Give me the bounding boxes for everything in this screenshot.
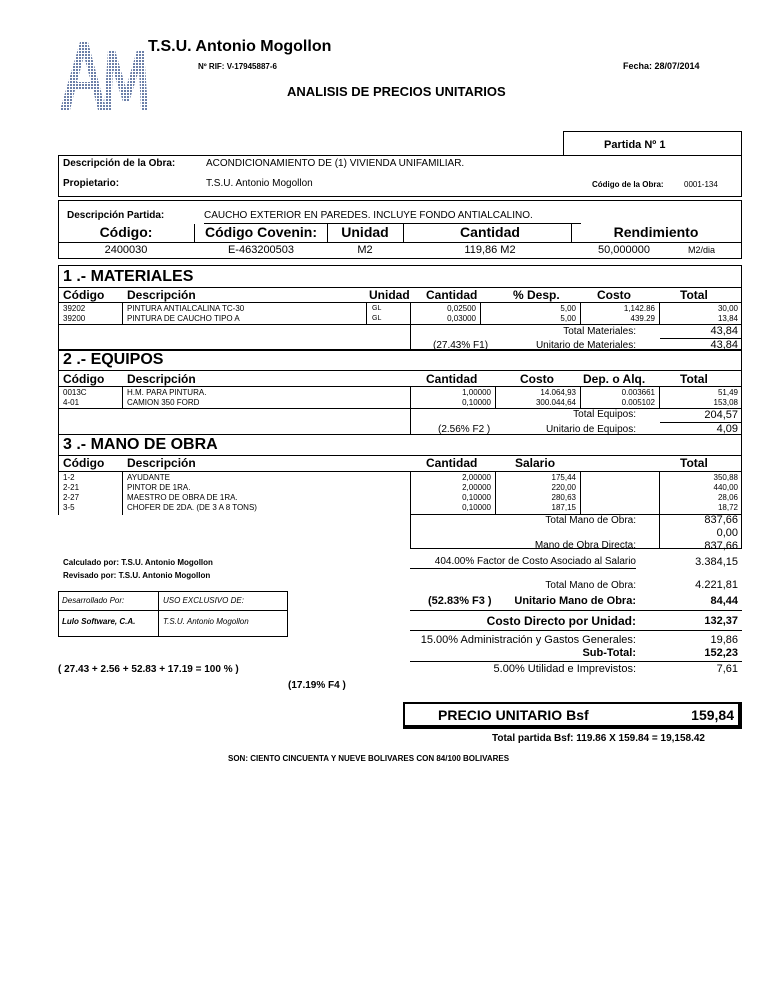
divider: [410, 610, 742, 611]
calculado-por: Calculado por: T.S.U. Antonio Mogollon: [63, 558, 213, 567]
divider: [571, 224, 572, 242]
col-header: Salario: [515, 456, 556, 470]
total-partida: Total partida Bsf: 119.86 X 159.84 = 19,158.42: [492, 733, 705, 744]
divider: [327, 224, 328, 242]
company-name: T.S.U. Antonio Mogollon: [148, 38, 332, 55]
precio-unitario: 159,84: [691, 707, 734, 723]
cantidad-value: 119,86 M2: [464, 244, 516, 256]
mano-obra-directa: 837,66: [704, 540, 738, 552]
divider: [194, 224, 195, 242]
divider: [58, 386, 742, 387]
divider: [580, 471, 581, 515]
factor-costo-salario-value: 3.384,15: [695, 556, 738, 568]
covenin-value: E-463200503: [227, 244, 295, 256]
divider: [58, 610, 288, 611]
divider: [58, 302, 742, 303]
divider: [410, 568, 636, 569]
equipos-title: 2 .- EQUIPOS: [63, 351, 164, 368]
partida-description: CAUCHO EXTERIOR EN PAREDES. INCLUYE FONDO ANTIALCALINO.: [204, 210, 533, 221]
col-header: Cantidad: [426, 288, 478, 302]
desarrollado-label: Desarrollado Por:: [62, 596, 125, 605]
col-header: % Desp.: [513, 288, 560, 302]
unitario-mano-obra-label: Unitario Mano de Obra:: [514, 595, 636, 607]
col-header: Dep. o Alq.: [583, 372, 646, 386]
divider: [58, 349, 59, 435]
owner-label: Propietario:: [63, 178, 120, 189]
divider: [410, 630, 742, 631]
col-header: Descripción: [127, 456, 196, 470]
precio-unitario-label: PRECIO UNITARIO Bsf: [438, 707, 589, 723]
rendimiento-unit: M2/dia: [688, 245, 716, 255]
total-materiales-label: Total Materiales:: [563, 326, 636, 337]
rif-number: Nº RIF: V-17945887-6: [198, 62, 277, 71]
unidad-value: M2: [357, 244, 373, 256]
divider: [410, 302, 411, 324]
unitario-materiales-label: Unitario de Materiales:: [535, 340, 636, 351]
licensee-name: T.S.U. Antonio Mogollon: [163, 617, 249, 626]
divider: [741, 434, 742, 548]
divider: [410, 514, 411, 548]
total-materiales: 43,84: [710, 325, 738, 337]
divider: [580, 386, 581, 408]
software-vendor: Lulo Software, C.A.: [62, 617, 136, 626]
obra-description: ACONDICIONAMIENTO DE (1) VIVIENDA UNIFAMILIAR.: [206, 158, 465, 169]
revisado-por: Revisado por: T.S.U. Antonio Mogollon: [63, 571, 211, 580]
costo-directo-label: Costo Directo por Unidad:: [486, 614, 636, 628]
divider: [410, 386, 411, 408]
factor-f3: (52.83% F3 ): [428, 595, 492, 607]
divider: [659, 302, 660, 324]
obra-code: 0001-134: [684, 180, 718, 189]
mano-obra-directa-label: Mano de Obra Directa:: [534, 540, 636, 551]
costo-directo: 132,37: [704, 615, 738, 627]
divider: [660, 338, 742, 339]
rendimiento-value: 50,000000: [598, 244, 650, 256]
col-header: Costo: [520, 372, 554, 386]
col-header: Total: [680, 288, 708, 302]
divider: [58, 434, 59, 515]
uso-exclusivo: USO EXCLUSIVO DE:: [163, 596, 244, 605]
unitario-mano-obra: 84,44: [710, 595, 738, 607]
total-mano-obra-2: 4.221,81: [695, 579, 738, 591]
divider: [122, 471, 123, 515]
divider: [410, 324, 411, 351]
subtotal: 152,23: [704, 647, 738, 659]
divider: [659, 386, 660, 408]
total-mano-obra-label: Total Mano de Obra:: [545, 515, 636, 526]
owner-name: T.S.U. Antonio Mogollon: [206, 178, 313, 189]
mano-obra-title: 3 .- MANO DE OBRA: [63, 436, 218, 453]
divider: [122, 302, 123, 324]
factor-f2: (2.56% F2 ): [438, 424, 491, 435]
obra-code-label: Código de la Obra:: [592, 180, 664, 189]
admin-gastos: 19,86: [710, 634, 738, 646]
subtotal-label: Sub-Total:: [582, 647, 636, 659]
divider: [122, 386, 123, 408]
factor-costo-salario: 404.00% Factor de Costo Asociado al Salario: [434, 556, 636, 567]
divider: [480, 302, 481, 324]
divider: [495, 386, 496, 408]
codigo-header: Código:: [99, 224, 153, 240]
col-header: Total: [680, 456, 708, 470]
col-header: Código: [63, 456, 105, 470]
divider: [580, 302, 581, 324]
total-equipos: 204,57: [704, 409, 738, 421]
divider: [158, 591, 159, 637]
divider: [410, 471, 411, 515]
amount-in-words: SON: CIENTO CINCUENTA Y NUEVE BOLIVARES CON 84/100 BOLIVARES: [228, 754, 510, 763]
col-header: Cantidad: [426, 372, 478, 386]
unidad-header: Unidad: [341, 224, 389, 240]
document-title: ANALISIS DE PRECIOS UNITARIOS: [287, 84, 506, 99]
divider: [58, 324, 742, 325]
divider: [58, 370, 742, 371]
col-header: Código: [63, 372, 105, 386]
col-header: Descripción: [127, 372, 196, 386]
divider: [58, 242, 742, 243]
partida-number: Partida Nº 1: [604, 139, 666, 151]
col-header: Costo: [597, 288, 631, 302]
unitario-equipos: 4,09: [716, 423, 738, 435]
total-equipos-label: Total Equipos:: [573, 409, 636, 420]
covenin-header: Código Covenin:: [205, 224, 317, 240]
divider: [58, 408, 742, 409]
divider: [660, 422, 742, 423]
obra-description-label: Descripción de la Obra:: [63, 158, 176, 169]
codigo-value: 2400030: [104, 244, 148, 256]
factor-f4: (17.19% F4 ): [288, 680, 346, 691]
admin-gastos-label: 15.00% Administración y Gastos Generales:: [420, 634, 636, 646]
divider: [495, 471, 496, 515]
col-header: Código: [63, 288, 105, 302]
factor-formula: ( 27.43 + 2.56 + 52.83 + 17.19 = 100 % ): [58, 664, 239, 675]
col-header: Cantidad: [426, 456, 478, 470]
utilidad: 7,61: [716, 663, 738, 675]
total-mano-obra: 837,66: [704, 514, 738, 526]
utilidad-label: 5.00% Utilidad e Imprevistos:: [493, 663, 636, 675]
divider: [366, 302, 367, 324]
divider: [58, 434, 742, 435]
company-logo: [58, 36, 150, 114]
divider: [410, 661, 742, 662]
col-header: Unidad: [369, 288, 410, 302]
col-header: Total: [680, 372, 708, 386]
document-date: Fecha: 28/07/2014: [623, 61, 700, 71]
unitario-equipos-label: Unitario de Equipos:: [545, 424, 636, 435]
divider: [410, 408, 411, 435]
factor-f1: (27.43% F1): [433, 340, 489, 351]
rendimiento-header: Rendimiento: [613, 224, 699, 240]
mano-obra-extra: 0,00: [716, 527, 738, 539]
divider: [58, 471, 742, 472]
col-header: Descripción: [127, 288, 196, 302]
cantidad-header: Cantidad: [460, 224, 520, 240]
unitario-materiales: 43,84: [710, 339, 738, 351]
divider: [403, 224, 404, 242]
materiales-title: 1 .- MATERIALES: [63, 268, 194, 285]
total-mano-obra-2-label: Total Mano de Obra:: [545, 580, 636, 591]
partida-description-label: Descripción Partida:: [67, 210, 165, 221]
